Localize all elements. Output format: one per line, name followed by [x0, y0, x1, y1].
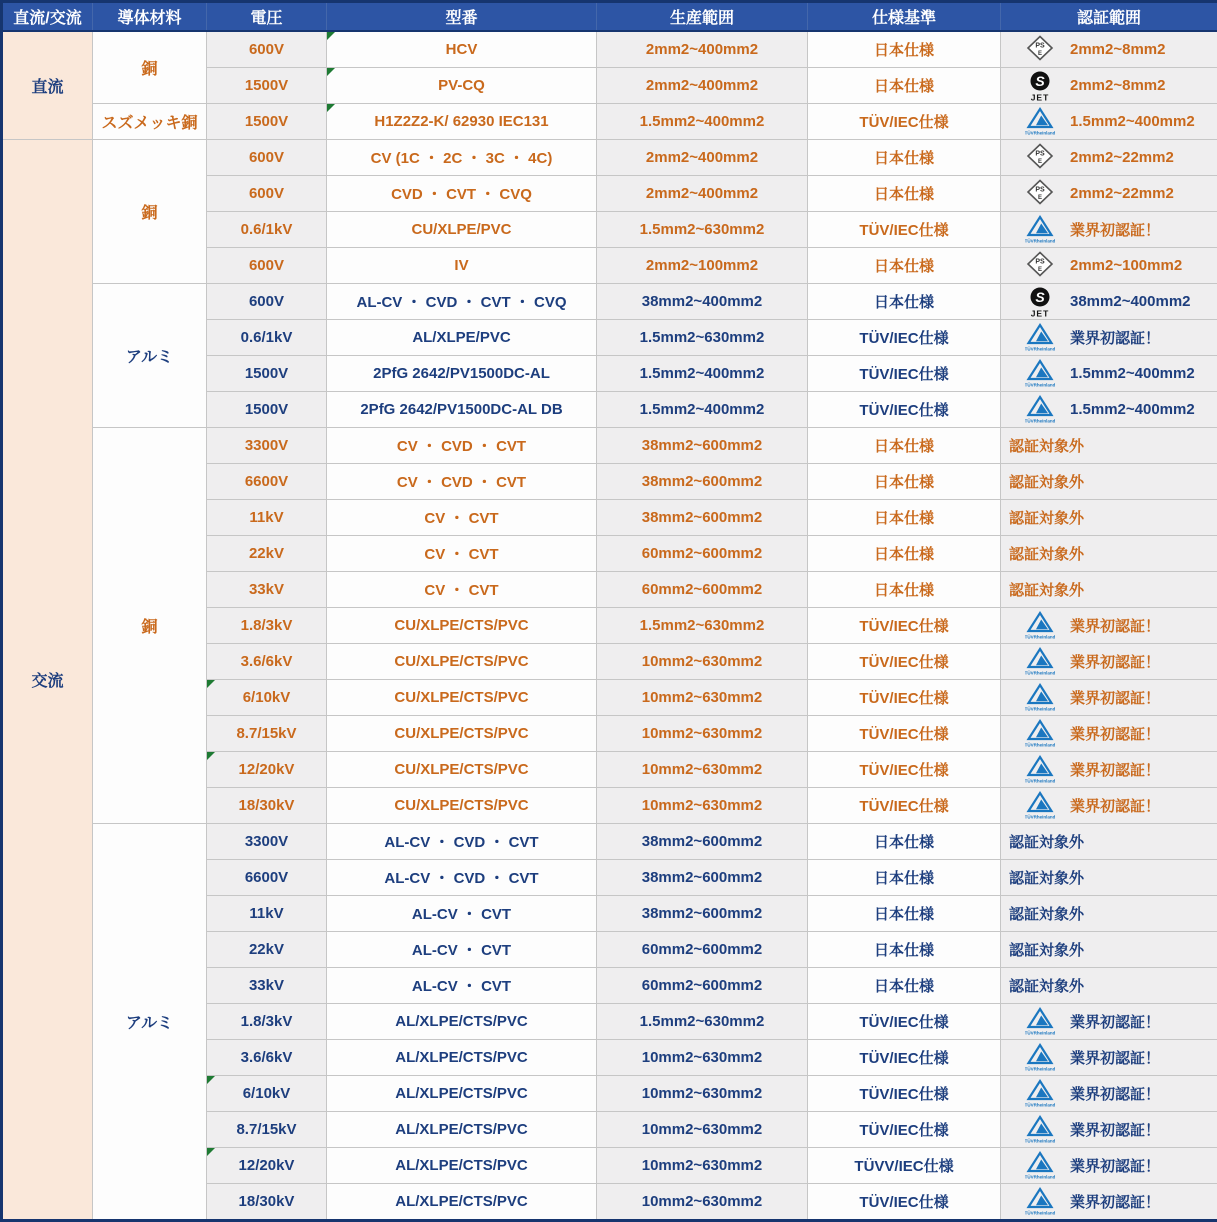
voltage-cell: 3300V — [207, 428, 327, 464]
standard-cell: 日本仕様 — [808, 896, 1001, 932]
voltage-cell: 600V — [207, 176, 327, 212]
table-row — [2, 31, 1217, 68]
cert-cell — [1001, 31, 1217, 68]
tuv-rheinland-icon — [1025, 718, 1055, 750]
tuv-rheinland-icon — [1025, 394, 1055, 426]
cert-cell: 認証対象外 — [1001, 824, 1217, 860]
standard-cell: 日本仕様 — [808, 824, 1001, 860]
range-cell: 60mm2~600mm2 — [597, 536, 808, 572]
cert-cell — [1001, 1148, 1217, 1184]
current-type-ac-cell: 交流 — [2, 140, 93, 1221]
header-row — [2, 2, 1217, 32]
material-cell: 銅 — [93, 428, 207, 824]
standard-cell: 日本仕様 — [808, 284, 1001, 320]
model-cell: 2PfG 2642/PV1500DC-AL DB — [327, 392, 597, 428]
voltage-cell: 1500V — [207, 356, 327, 392]
model-cell: AL/XLPE/CTS/PVC — [327, 1004, 597, 1040]
cert-cell — [1001, 356, 1217, 392]
table-row — [2, 428, 1217, 464]
voltage-cell: 18/30kV — [207, 788, 327, 824]
tuv-rheinland-icon — [1025, 1114, 1055, 1146]
range-cell: 1.5mm2~630mm2 — [597, 320, 808, 356]
cert-text: 業界初認証！ — [1070, 723, 1160, 744]
voltage-cell: 18/30kV — [207, 1184, 327, 1221]
voltage-cell: 3.6/6kV — [207, 644, 327, 680]
model-text: HCV — [446, 41, 478, 58]
voltage-cell: 600V — [207, 31, 327, 68]
range-cell: 2mm2~100mm2 — [597, 248, 808, 284]
voltage-cell: 33kV — [207, 968, 327, 1004]
model-cell — [327, 31, 597, 68]
cert-text: 1.5mm2~400mm2 — [1070, 401, 1195, 418]
voltage-cell: 600V — [207, 140, 327, 176]
model-cell: CU/XLPE/CTS/PVC — [327, 716, 597, 752]
range-cell: 60mm2~600mm2 — [597, 968, 808, 1004]
voltage-cell — [207, 680, 327, 716]
model-text: PV-CQ — [438, 77, 485, 94]
range-cell: 10mm2~630mm2 — [597, 1076, 808, 1112]
tuv-rheinland-icon — [1025, 1150, 1055, 1182]
model-cell: 2PfG 2642/PV1500DC-AL — [327, 356, 597, 392]
standard-cell: TÜV/IEC仕様 — [808, 392, 1001, 428]
range-cell: 38mm2~600mm2 — [597, 500, 808, 536]
cert-cell: 認証対象外 — [1001, 464, 1217, 500]
model-cell: AL/XLPE/CTS/PVC — [327, 1184, 597, 1221]
range-cell: 1.5mm2~630mm2 — [597, 212, 808, 248]
jet-icon — [1025, 286, 1055, 318]
cert-cell — [1001, 176, 1217, 212]
tuv-rheinland-icon — [1025, 646, 1055, 678]
comment-marker-icon — [207, 752, 215, 760]
standard-cell: TÜV/IEC仕様 — [808, 608, 1001, 644]
range-cell: 1.5mm2~400mm2 — [597, 356, 808, 392]
comment-marker-icon — [327, 68, 335, 76]
cert-text: 1.5mm2~400mm2 — [1070, 113, 1195, 130]
material-cell: 銅 — [93, 140, 207, 284]
standard-cell: 日本仕様 — [808, 860, 1001, 896]
standard-cell: 日本仕様 — [808, 500, 1001, 536]
cert-cell — [1001, 248, 1217, 284]
voltage-cell: 11kV — [207, 896, 327, 932]
voltage-cell: 1500V — [207, 392, 327, 428]
model-cell: CU/XLPE/CTS/PVC — [327, 608, 597, 644]
pse-icon — [1025, 178, 1055, 210]
cert-text: 2mm2~100mm2 — [1070, 257, 1182, 274]
cert-text: 業界初認証！ — [1070, 615, 1160, 636]
voltage-cell: 11kV — [207, 500, 327, 536]
model-cell: CV (1C ・ 2C ・ 3C ・ 4C) — [327, 140, 597, 176]
header-voltage: 電圧 — [207, 2, 327, 32]
model-cell — [327, 104, 597, 140]
standard-cell: TÜV/IEC仕様 — [808, 1112, 1001, 1148]
voltage-cell: 22kV — [207, 536, 327, 572]
range-cell: 10mm2~630mm2 — [597, 1112, 808, 1148]
cert-text: 業界初認証！ — [1070, 651, 1160, 672]
standard-cell: 日本仕様 — [808, 176, 1001, 212]
standard-cell: TÜV/IEC仕様 — [808, 1040, 1001, 1076]
cert-cell — [1001, 1076, 1217, 1112]
range-cell: 10mm2~630mm2 — [597, 644, 808, 680]
range-cell: 38mm2~600mm2 — [597, 860, 808, 896]
comment-marker-icon — [327, 32, 335, 40]
model-cell: AL/XLPE/CTS/PVC — [327, 1076, 597, 1112]
range-cell: 10mm2~630mm2 — [597, 1148, 808, 1184]
model-cell: CU/XLPE/CTS/PVC — [327, 788, 597, 824]
model-text: H1Z2Z2-K/ 62930 IEC131 — [374, 113, 548, 130]
pse-icon — [1025, 250, 1055, 282]
standard-cell: 日本仕様 — [808, 140, 1001, 176]
cert-cell: 認証対象外 — [1001, 572, 1217, 608]
model-cell: CV ・ CVT — [327, 572, 597, 608]
cert-cell — [1001, 284, 1217, 320]
standard-cell: 日本仕様 — [808, 31, 1001, 68]
cert-cell: 認証対象外 — [1001, 968, 1217, 1004]
cert-text: 業界初認証！ — [1070, 1155, 1160, 1176]
header-cert-range: 認証範囲 — [1001, 2, 1217, 32]
model-cell: AL-CV ・ CVD ・ CVT ・ CVQ — [327, 284, 597, 320]
standard-cell: TÜVV/IEC仕様 — [808, 1148, 1001, 1184]
model-cell: CV ・ CVT — [327, 536, 597, 572]
range-cell: 1.5mm2~400mm2 — [597, 392, 808, 428]
table-row — [2, 140, 1217, 176]
model-cell: CU/XLPE/CTS/PVC — [327, 644, 597, 680]
header-current-type: 直流/交流 — [2, 2, 93, 32]
header-model: 型番 — [327, 2, 597, 32]
voltage-cell: 3.6/6kV — [207, 1040, 327, 1076]
cert-text: 2mm2~8mm2 — [1070, 77, 1165, 94]
voltage-cell: 22kV — [207, 932, 327, 968]
standard-cell: 日本仕様 — [808, 968, 1001, 1004]
cert-text: 業界初認証！ — [1070, 219, 1160, 240]
cert-cell — [1001, 1112, 1217, 1148]
header-conductor-material: 導体材料 — [93, 2, 207, 32]
cert-text: 2mm2~22mm2 — [1070, 149, 1174, 166]
model-cell: AL/XLPE/CTS/PVC — [327, 1148, 597, 1184]
cert-text: 業界初認証！ — [1070, 1047, 1160, 1068]
range-cell: 10mm2~630mm2 — [597, 716, 808, 752]
range-cell: 60mm2~600mm2 — [597, 932, 808, 968]
model-cell: AL/XLPE/CTS/PVC — [327, 1112, 597, 1148]
voltage-cell — [207, 1076, 327, 1112]
model-cell: CU/XLPE/CTS/PVC — [327, 680, 597, 716]
standard-cell: 日本仕様 — [808, 428, 1001, 464]
voltage-cell: 1.8/3kV — [207, 608, 327, 644]
model-cell: AL-CV ・ CVD ・ CVT — [327, 860, 597, 896]
standard-cell: TÜV/IEC仕様 — [808, 320, 1001, 356]
cert-cell — [1001, 644, 1217, 680]
standard-cell: 日本仕様 — [808, 464, 1001, 500]
standard-cell: TÜV/IEC仕様 — [808, 104, 1001, 140]
tuv-rheinland-icon — [1025, 1078, 1055, 1110]
model-cell: CV ・ CVT — [327, 500, 597, 536]
tuv-rheinland-icon — [1025, 610, 1055, 642]
material-cell: アルミ — [93, 284, 207, 428]
comment-marker-icon — [207, 680, 215, 688]
cert-cell — [1001, 1184, 1217, 1221]
cert-cell — [1001, 68, 1217, 104]
range-cell: 2mm2~400mm2 — [597, 176, 808, 212]
tuv-rheinland-icon — [1025, 214, 1055, 246]
voltage-cell: 8.7/15kV — [207, 1112, 327, 1148]
voltage-cell: 600V — [207, 284, 327, 320]
pse-icon — [1025, 142, 1055, 174]
model-cell: AL-CV ・ CVT — [327, 968, 597, 1004]
pse-icon — [1025, 34, 1055, 66]
tuv-rheinland-icon — [1025, 1042, 1055, 1074]
model-cell: CU/XLPE/PVC — [327, 212, 597, 248]
tuv-rheinland-icon — [1025, 358, 1055, 390]
cert-cell — [1001, 1040, 1217, 1076]
cert-cell: 認証対象外 — [1001, 860, 1217, 896]
voltage-cell: 1.8/3kV — [207, 1004, 327, 1040]
standard-cell: TÜV/IEC仕様 — [808, 716, 1001, 752]
tuv-rheinland-icon — [1025, 106, 1055, 138]
range-cell: 1.5mm2~400mm2 — [597, 104, 808, 140]
standard-cell: 日本仕様 — [808, 68, 1001, 104]
cert-cell — [1001, 212, 1217, 248]
model-cell: AL/XLPE/PVC — [327, 320, 597, 356]
standard-cell: TÜV/IEC仕様 — [808, 644, 1001, 680]
range-cell: 38mm2~600mm2 — [597, 896, 808, 932]
table-row — [2, 824, 1217, 860]
tuv-rheinland-icon — [1025, 754, 1055, 786]
table-row — [2, 104, 1217, 140]
standard-cell: TÜV/IEC仕様 — [808, 680, 1001, 716]
cert-cell: 認証対象外 — [1001, 932, 1217, 968]
cert-cell — [1001, 608, 1217, 644]
range-cell: 1.5mm2~630mm2 — [597, 1004, 808, 1040]
voltage-cell: 6600V — [207, 464, 327, 500]
cert-cell: 認証対象外 — [1001, 500, 1217, 536]
model-cell: AL-CV ・ CVT — [327, 932, 597, 968]
cert-text: 38mm2~400mm2 — [1070, 293, 1191, 310]
material-cell: 銅 — [93, 31, 207, 104]
cert-cell — [1001, 140, 1217, 176]
comment-marker-icon — [327, 104, 335, 112]
model-cell — [327, 68, 597, 104]
standard-cell: TÜV/IEC仕様 — [808, 356, 1001, 392]
header-production-range: 生産範囲 — [597, 2, 808, 32]
standard-cell: TÜV/IEC仕様 — [808, 1076, 1001, 1112]
cert-cell — [1001, 1004, 1217, 1040]
model-cell: CV ・ CVD ・ CVT — [327, 464, 597, 500]
model-cell: IV — [327, 248, 597, 284]
cert-cell: 認証対象外 — [1001, 536, 1217, 572]
range-cell: 38mm2~400mm2 — [597, 284, 808, 320]
comment-marker-icon — [207, 1148, 215, 1156]
cert-cell: 認証対象外 — [1001, 896, 1217, 932]
voltage-cell: 33kV — [207, 572, 327, 608]
range-cell: 38mm2~600mm2 — [597, 428, 808, 464]
voltage-text: 12/20kV — [239, 761, 295, 778]
cert-text: 業界初認証！ — [1070, 1083, 1160, 1104]
range-cell: 2mm2~400mm2 — [597, 68, 808, 104]
voltage-cell: 600V — [207, 248, 327, 284]
voltage-cell — [207, 752, 327, 788]
cert-text: 業界初認証！ — [1070, 687, 1160, 708]
tuv-rheinland-icon — [1025, 322, 1055, 354]
voltage-text: 6/10kV — [243, 1085, 291, 1102]
cert-text: 業界初認証！ — [1070, 1191, 1160, 1212]
range-cell: 10mm2~630mm2 — [597, 1040, 808, 1076]
voltage-cell — [207, 1148, 327, 1184]
standard-cell: 日本仕様 — [808, 536, 1001, 572]
range-cell: 2mm2~400mm2 — [597, 31, 808, 68]
cert-cell — [1001, 320, 1217, 356]
range-cell: 38mm2~600mm2 — [597, 824, 808, 860]
voltage-cell: 0.6/1kV — [207, 320, 327, 356]
standard-cell: 日本仕様 — [808, 248, 1001, 284]
tuv-rheinland-icon — [1025, 1006, 1055, 1038]
range-cell: 10mm2~630mm2 — [597, 680, 808, 716]
model-cell: CV ・ CVD ・ CVT — [327, 428, 597, 464]
cert-cell — [1001, 716, 1217, 752]
jet-icon — [1025, 70, 1055, 102]
voltage-text: 12/20kV — [239, 1157, 295, 1174]
cert-cell — [1001, 680, 1217, 716]
standard-cell: 日本仕様 — [808, 932, 1001, 968]
table-row — [2, 284, 1217, 320]
cert-cell — [1001, 788, 1217, 824]
range-cell: 38mm2~600mm2 — [597, 464, 808, 500]
material-cell: スズメッキ銅 — [93, 104, 207, 140]
range-cell: 2mm2~400mm2 — [597, 140, 808, 176]
cert-text: 2mm2~8mm2 — [1070, 41, 1165, 58]
model-cell: AL-CV ・ CVD ・ CVT — [327, 824, 597, 860]
material-cell: アルミ — [93, 824, 207, 1221]
voltage-cell: 0.6/1kV — [207, 212, 327, 248]
range-cell: 10mm2~630mm2 — [597, 752, 808, 788]
cert-text: 2mm2~22mm2 — [1070, 185, 1174, 202]
model-cell: AL/XLPE/CTS/PVC — [327, 1040, 597, 1076]
cert-text: 1.5mm2~400mm2 — [1070, 365, 1195, 382]
tuv-rheinland-icon — [1025, 1186, 1055, 1218]
voltage-cell: 6600V — [207, 860, 327, 896]
tuv-rheinland-icon — [1025, 682, 1055, 714]
cert-text: 業界初認証！ — [1070, 327, 1160, 348]
cert-text: 業界初認証！ — [1070, 1011, 1160, 1032]
standard-cell: TÜV/IEC仕様 — [808, 212, 1001, 248]
cert-text: 業界初認証！ — [1070, 1119, 1160, 1140]
standard-cell: TÜV/IEC仕様 — [808, 1184, 1001, 1221]
voltage-cell: 8.7/15kV — [207, 716, 327, 752]
tuv-rheinland-icon — [1025, 790, 1055, 822]
cert-cell: 認証対象外 — [1001, 428, 1217, 464]
current-type-dc-cell: 直流 — [2, 31, 93, 140]
standard-cell: 日本仕様 — [808, 572, 1001, 608]
header-spec-standard: 仕様基準 — [808, 2, 1001, 32]
voltage-cell: 1500V — [207, 68, 327, 104]
range-cell: 1.5mm2~630mm2 — [597, 608, 808, 644]
standard-cell: TÜV/IEC仕様 — [808, 752, 1001, 788]
range-cell: 10mm2~630mm2 — [597, 1184, 808, 1221]
cert-text: 業界初認証！ — [1070, 759, 1160, 780]
voltage-cell: 3300V — [207, 824, 327, 860]
model-cell: CVD ・ CVT ・ CVQ — [327, 176, 597, 212]
model-cell: CU/XLPE/CTS/PVC — [327, 752, 597, 788]
cert-cell — [1001, 392, 1217, 428]
standard-cell: TÜV/IEC仕様 — [808, 1004, 1001, 1040]
cert-cell — [1001, 104, 1217, 140]
standard-cell: TÜV/IEC仕様 — [808, 788, 1001, 824]
cert-cell — [1001, 752, 1217, 788]
voltage-text: 6/10kV — [243, 689, 291, 706]
range-cell: 10mm2~630mm2 — [597, 788, 808, 824]
cert-text: 業界初認証！ — [1070, 795, 1160, 816]
comment-marker-icon — [207, 1076, 215, 1084]
range-cell: 60mm2~600mm2 — [597, 572, 808, 608]
voltage-cell: 1500V — [207, 104, 327, 140]
model-cell: AL-CV ・ CVT — [327, 896, 597, 932]
